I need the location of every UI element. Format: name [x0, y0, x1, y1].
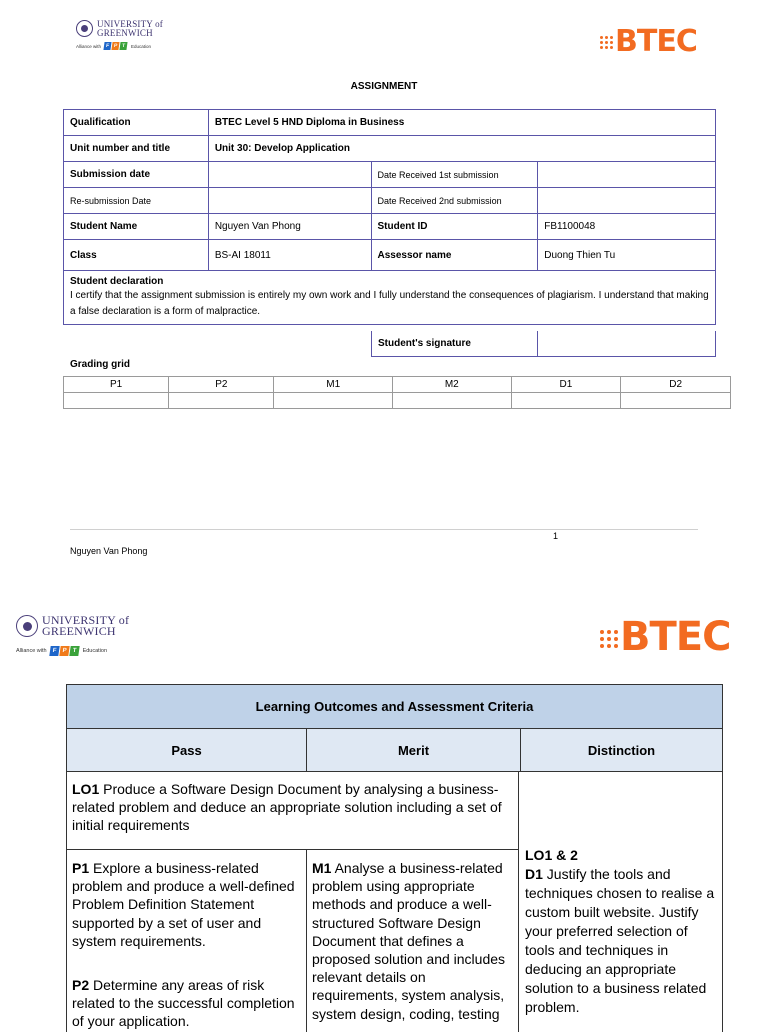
assignment-info-table	[63, 109, 716, 325]
declaration-text: I certify that the assignment submission is entirely my own work and I fully understand the consequences of plagiarism. I understand that making a false declaration is a form of malpractice.	[70, 290, 709, 317]
submission-date-value	[208, 162, 371, 188]
university-logo: UNIVERSITY of GREENWICH Alliance with F P T Education	[76, 20, 186, 62]
fpt-logo-icon: F P T	[50, 646, 80, 656]
grade-cell	[393, 393, 512, 409]
grading-grid	[63, 376, 731, 409]
page-number: 1	[553, 531, 559, 541]
grade-header: P1	[64, 377, 169, 393]
signature-row	[371, 331, 716, 357]
btec-dots-icon	[600, 36, 613, 49]
grade-cell	[169, 393, 274, 409]
assessor-value: Duong Thien Tu	[538, 240, 716, 271]
grade-cell	[511, 393, 621, 409]
grade-header: M1	[274, 377, 393, 393]
qualification-value: BTEC Level 5 HND Diploma in Business	[208, 110, 715, 136]
signature-value	[538, 331, 716, 357]
submission-date-label: Submission date	[64, 162, 209, 188]
university-logo: UNIVERSITY of GREENWICH Alliance with F P T Education	[16, 615, 146, 665]
qualification-label: Qualification	[64, 110, 209, 136]
student-name-label: Student Name	[64, 214, 209, 240]
class-label: Class	[64, 240, 209, 271]
pass-criteria-cell: P1 Explore a business-related problem and produce a well-defined Problem Definition Statement supported by a set of user and system requirements. P2 Determine any areas of risk related to the successful completion of your application.	[67, 850, 307, 1032]
lo-table-columns	[67, 729, 722, 772]
grade-header: M2	[393, 377, 512, 393]
grade-header: P2	[169, 377, 274, 393]
class-value: BS-AI 18011	[208, 240, 371, 271]
university-crest-icon	[76, 20, 93, 37]
grade-cell	[621, 393, 731, 409]
resubmission-date-value	[208, 188, 371, 214]
grading-grid-title: Grading grid	[70, 359, 130, 370]
resubmission-date-label: Re-submission Date	[64, 188, 209, 214]
grade-header: D1	[511, 377, 621, 393]
date-received-1-value	[538, 162, 716, 188]
footer-author: Nguyen Van Phong	[70, 546, 148, 556]
student-declaration	[64, 271, 716, 325]
grade-cell	[64, 393, 169, 409]
learning-outcomes-table	[66, 684, 723, 1032]
distinction-criteria-cell: LO1 & 2 D1 Justify the tools and techniques chosen to realise a custom built website. Justify your preferred selection of tools and techniques in deducing an appropriate solution to a business related problem.	[525, 847, 715, 1015]
unit-label: Unit number and title	[64, 136, 209, 162]
column-pass: Pass	[67, 729, 307, 771]
page-title: ASSIGNMENT	[350, 81, 418, 92]
footer-divider	[70, 529, 698, 530]
alliance-with-fpt: Alliance with F P T Education	[76, 43, 152, 50]
signature-label: Student's signature	[371, 331, 538, 357]
date-received-2-value	[538, 188, 716, 214]
btec-dots-icon	[600, 630, 618, 648]
assessor-label: Assessor name	[371, 240, 538, 271]
declaration-title: Student declaration	[70, 276, 164, 287]
lo1-cell: LO1 Produce a Software Design Document by analysing a business-related problem and deduce an appropriate solution including a set of initial requirements	[67, 772, 519, 850]
university-crest-icon	[16, 615, 38, 637]
student-name-value: Nguyen Van Phong	[208, 214, 371, 240]
merit-criteria-cell: M1 Analyse a business-related problem using appropriate methods and produce a well-structured Software Design Document that defines a proposed solution and includes relevant details on requirements, system analysis, system design, coding, testing	[307, 850, 519, 1032]
unit-value: Unit 30: Develop Application	[208, 136, 715, 162]
grade-header: D2	[621, 377, 731, 393]
fpt-logo-icon: F P T	[104, 42, 128, 50]
column-distinction: Distinction	[587, 742, 656, 758]
date-received-1-label: Date Received 1st submission	[371, 162, 538, 188]
student-id-label: Student ID	[371, 214, 538, 240]
grade-cell	[274, 393, 393, 409]
student-id-value: FB1100048	[538, 214, 716, 240]
date-received-2-label: Date Received 2nd submission	[371, 188, 538, 214]
btec-logo: BTEC	[600, 24, 697, 59]
column-merit: Merit	[307, 729, 521, 771]
lo-table-title: Learning Outcomes and Assessment Criteria	[67, 685, 722, 729]
alliance-with-fpt: Alliance with F P T Education	[16, 647, 108, 654]
btec-logo: BTEC	[600, 614, 730, 660]
